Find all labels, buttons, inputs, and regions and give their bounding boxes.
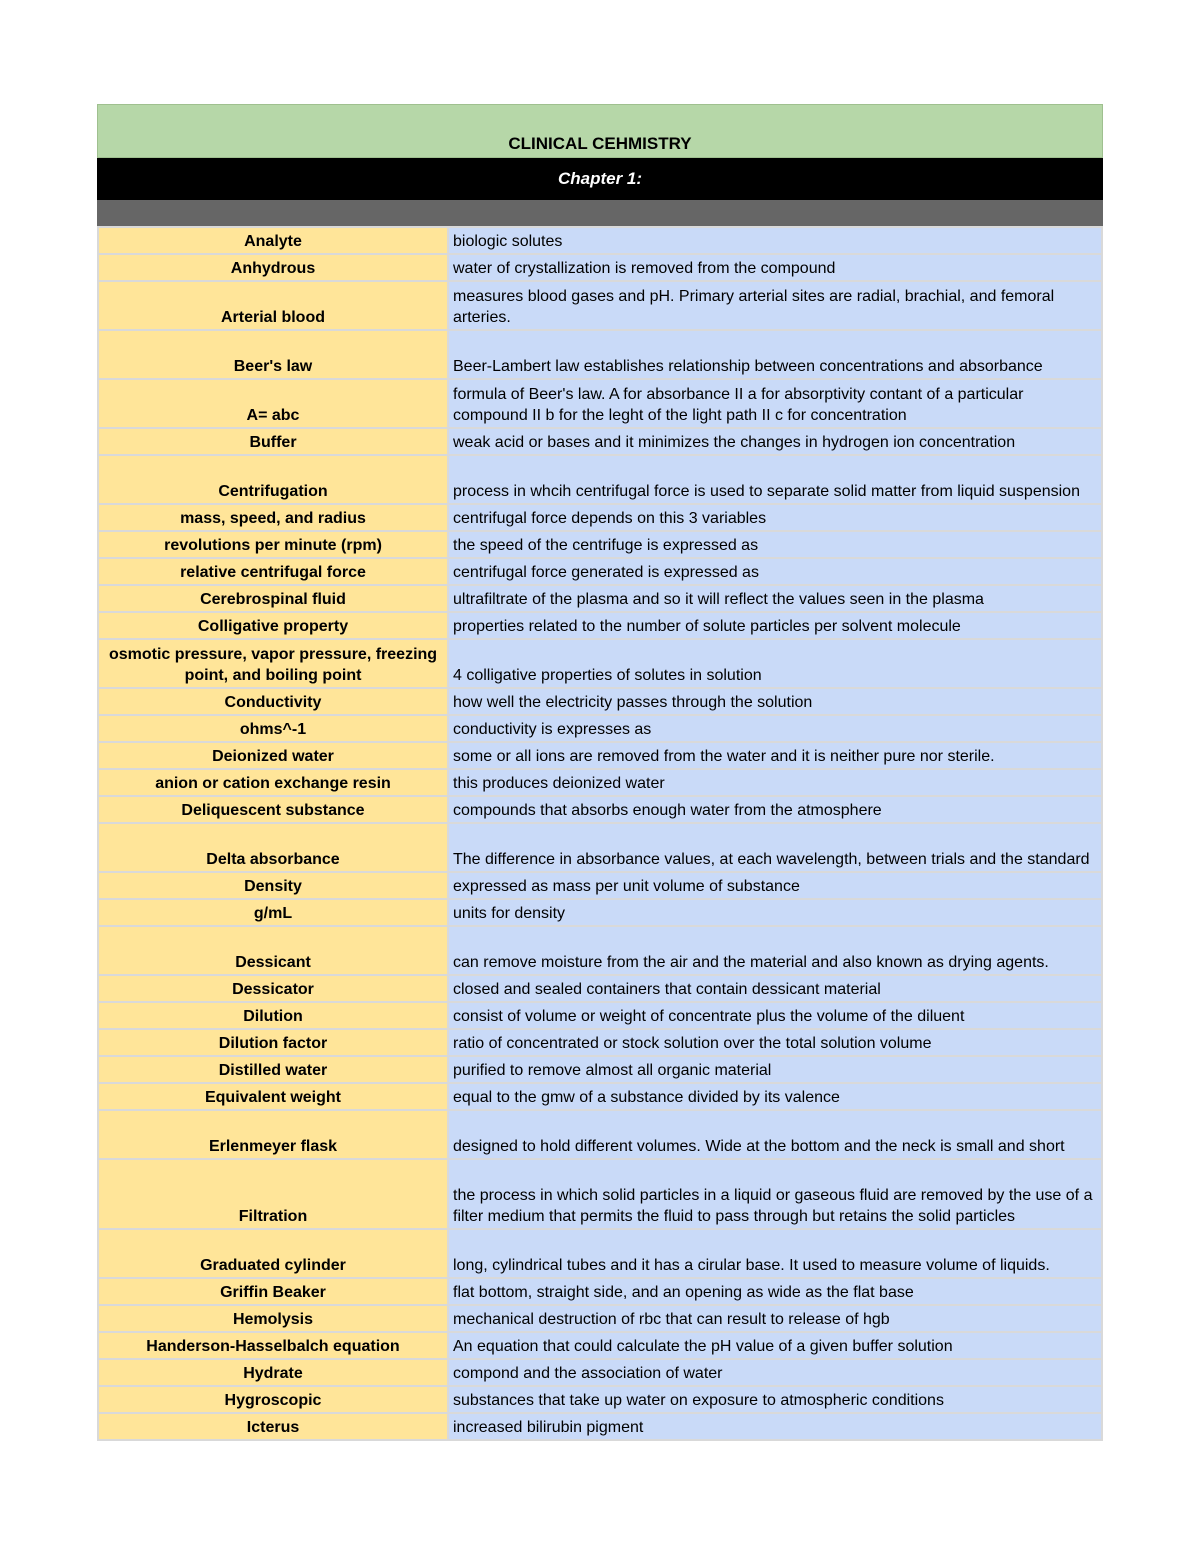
term-cell: Cerebrospinal fluid xyxy=(98,585,448,612)
definition-cell: increased bilirubin pigment xyxy=(448,1413,1102,1440)
term-cell: Deliquescent substance xyxy=(98,796,448,823)
term-cell: Dessicant xyxy=(98,926,448,975)
definition-cell: properties related to the number of solute particles per solvent molecule xyxy=(448,612,1102,639)
table-row xyxy=(98,585,1102,612)
table-row xyxy=(98,227,1102,254)
term-cell: Equivalent weight xyxy=(98,1083,448,1110)
term-cell: Handerson-Hasselbalch equation xyxy=(98,1332,448,1359)
term-cell: Analyte xyxy=(98,227,448,254)
term-cell: Delta absorbance xyxy=(98,823,448,872)
definition-cell: long, cylindrical tubes and it has a cirular base. It used to measure volume of liquids. xyxy=(448,1229,1102,1278)
table-row xyxy=(98,428,1102,455)
definition-cell: equal to the gmw of a substance divided by its valence xyxy=(448,1083,1102,1110)
table-row xyxy=(98,1002,1102,1029)
definition-cell: centrifugal force generated is expressed as xyxy=(448,558,1102,585)
table-row xyxy=(98,872,1102,899)
definition-cell: Beer-Lambert law establishes relationship between concentrations and absorbance xyxy=(448,330,1102,379)
definition-cell: the speed of the centrifuge is expressed as xyxy=(448,531,1102,558)
table-row xyxy=(98,1359,1102,1386)
definition-cell: some or all ions are removed from the water and it is neither pure nor sterile. xyxy=(448,742,1102,769)
table-row xyxy=(98,899,1102,926)
term-cell: g/mL xyxy=(98,899,448,926)
chapter-heading: Chapter 1: xyxy=(97,158,1103,200)
table-row xyxy=(98,455,1102,504)
term-cell: Centrifugation xyxy=(98,455,448,504)
definition-cell: biologic solutes xyxy=(448,227,1102,254)
sheet-title: CLINICAL CEHMISTRY xyxy=(97,104,1103,158)
definition-cell: weak acid or bases and it minimizes the changes in hydrogen ion concentration xyxy=(448,428,1102,455)
definition-cell: ultrafiltrate of the plasma and so it will reflect the values seen in the plasma xyxy=(448,585,1102,612)
term-cell: Erlenmeyer flask xyxy=(98,1110,448,1159)
term-cell: Hydrate xyxy=(98,1359,448,1386)
term-cell: Conductivity xyxy=(98,688,448,715)
term-cell: Griffin Beaker xyxy=(98,1278,448,1305)
table-row xyxy=(98,1110,1102,1159)
glossary-table xyxy=(97,226,1103,1441)
term-cell: Colligative property xyxy=(98,612,448,639)
term-cell: Filtration xyxy=(98,1159,448,1229)
definition-cell: units for density xyxy=(448,899,1102,926)
definition-cell: measures blood gases and pH. Primary arterial sites are radial, brachial, and femoral arteries. xyxy=(448,281,1102,330)
definition-cell: substances that take up water on exposure to atmospheric conditions xyxy=(448,1386,1102,1413)
definition-cell: purified to remove almost all organic material xyxy=(448,1056,1102,1083)
table-row xyxy=(98,975,1102,1002)
term-cell: Buffer xyxy=(98,428,448,455)
definition-cell: conductivity is expresses as xyxy=(448,715,1102,742)
definition-cell: how well the electricity passes through the solution xyxy=(448,688,1102,715)
term-cell: anion or cation exchange resin xyxy=(98,769,448,796)
definition-cell: this produces deionized water xyxy=(448,769,1102,796)
definition-cell: flat bottom, straight side, and an opening as wide as the flat base xyxy=(448,1278,1102,1305)
term-cell: ohms^-1 xyxy=(98,715,448,742)
term-cell: Dessicator xyxy=(98,975,448,1002)
definition-cell: centrifugal force depends on this 3 variables xyxy=(448,504,1102,531)
table-row xyxy=(98,1386,1102,1413)
definition-cell: mechanical destruction of rbc that can result to release of hgb xyxy=(448,1305,1102,1332)
definition-cell: water of crystallization is removed from the compound xyxy=(448,254,1102,281)
table-row xyxy=(98,281,1102,330)
term-cell: revolutions per minute (rpm) xyxy=(98,531,448,558)
definition-cell: An equation that could calculate the pH value of a given buffer solution xyxy=(448,1332,1102,1359)
table-row xyxy=(98,1056,1102,1083)
definition-cell: formula of Beer's law. A for absorbance II a for absorptivity contant of a particular compound II b for the leght of the light path II c for concentration xyxy=(448,379,1102,428)
term-cell: Deionized water xyxy=(98,742,448,769)
term-cell: A= abc xyxy=(98,379,448,428)
term-cell: Anhydrous xyxy=(98,254,448,281)
definition-cell: compounds that absorbs enough water from the atmosphere xyxy=(448,796,1102,823)
table-row xyxy=(98,330,1102,379)
definition-cell: The difference in absorbance values, at each wavelength, between trials and the standard xyxy=(448,823,1102,872)
term-cell: mass, speed, and radius xyxy=(98,504,448,531)
table-row xyxy=(98,1029,1102,1056)
term-cell: Icterus xyxy=(98,1413,448,1440)
table-row xyxy=(98,715,1102,742)
term-cell: Density xyxy=(98,872,448,899)
table-row xyxy=(98,1159,1102,1229)
table-row xyxy=(98,926,1102,975)
term-cell: Hemolysis xyxy=(98,1305,448,1332)
table-row xyxy=(98,531,1102,558)
table-row xyxy=(98,688,1102,715)
definition-cell: designed to hold different volumes. Wide at the bottom and the neck is small and short xyxy=(448,1110,1102,1159)
definition-cell: can remove moisture from the air and the material and also known as drying agents. xyxy=(448,926,1102,975)
definition-cell: 4 colligative properties of solutes in solution xyxy=(448,639,1102,688)
definition-cell: ratio of concentrated or stock solution over the total solution volume xyxy=(448,1029,1102,1056)
table-row xyxy=(98,769,1102,796)
table-row xyxy=(98,1413,1102,1440)
term-cell: Distilled water xyxy=(98,1056,448,1083)
table-row xyxy=(98,1083,1102,1110)
table-row xyxy=(98,379,1102,428)
definition-cell: the process in which solid particles in a liquid or gaseous fluid are removed by the use of a filter medium that permits the fluid to pass through but retains the solid particles xyxy=(448,1159,1102,1229)
term-cell: Arterial blood xyxy=(98,281,448,330)
table-row xyxy=(98,823,1102,872)
glossary-sheet xyxy=(97,104,1103,1441)
term-cell: Graduated cylinder xyxy=(98,1229,448,1278)
table-row xyxy=(98,1332,1102,1359)
definition-cell: closed and sealed containers that contain dessicant material xyxy=(448,975,1102,1002)
table-row xyxy=(98,504,1102,531)
definition-cell: consist of volume or weight of concentrate plus the volume of the diluent xyxy=(448,1002,1102,1029)
table-row xyxy=(98,612,1102,639)
term-cell: relative centrifugal force xyxy=(98,558,448,585)
term-cell: osmotic pressure, vapor pressure, freezing point, and boiling point xyxy=(98,639,448,688)
table-row xyxy=(98,742,1102,769)
table-row xyxy=(98,1278,1102,1305)
definition-cell: process in whcih centrifugal force is used to separate solid matter from liquid suspension xyxy=(448,455,1102,504)
table-row xyxy=(98,254,1102,281)
term-cell: Dilution factor xyxy=(98,1029,448,1056)
header-divider xyxy=(97,200,1103,226)
table-row xyxy=(98,639,1102,688)
definition-cell: expressed as mass per unit volume of substance xyxy=(448,872,1102,899)
table-row xyxy=(98,1305,1102,1332)
definition-cell: compond and the association of water xyxy=(448,1359,1102,1386)
term-cell: Dilution xyxy=(98,1002,448,1029)
table-row xyxy=(98,796,1102,823)
term-cell: Hygroscopic xyxy=(98,1386,448,1413)
table-row xyxy=(98,558,1102,585)
table-row xyxy=(98,1229,1102,1278)
term-cell: Beer's law xyxy=(98,330,448,379)
